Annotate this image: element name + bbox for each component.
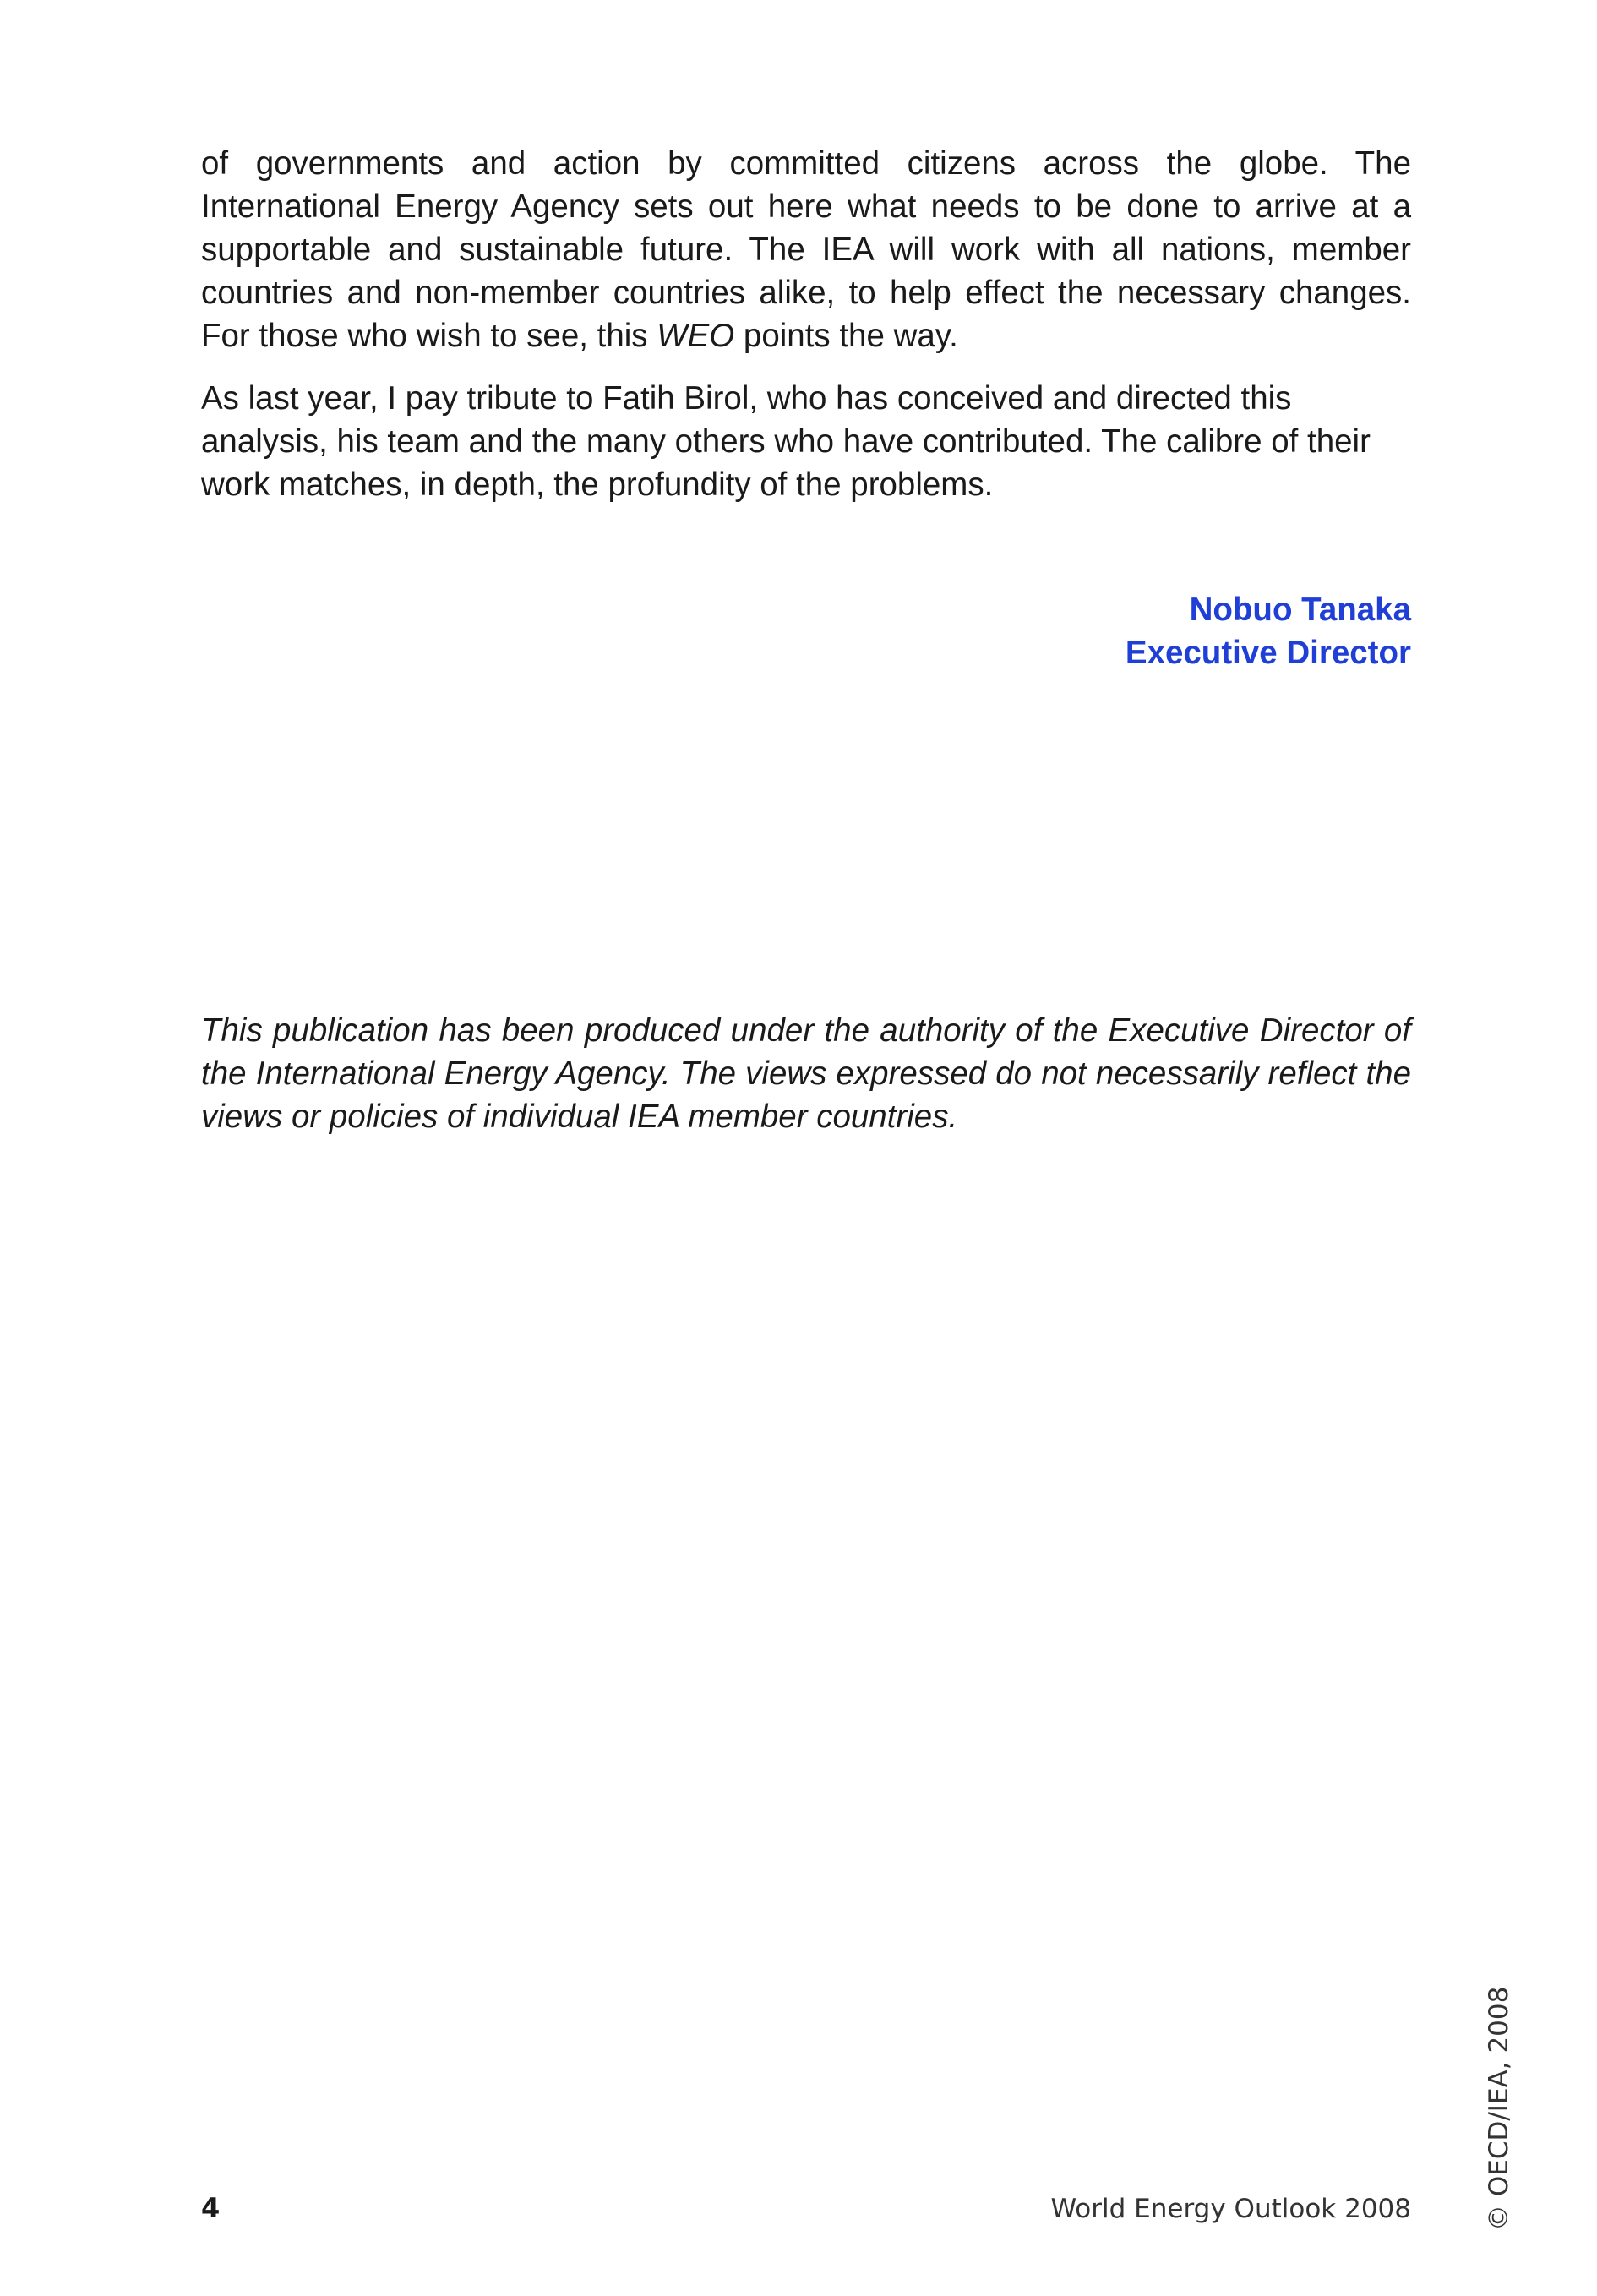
paragraph-1-text-a: of governments and action by committed citizens across the globe. The International Energy Agency sets out here what needs to be done to arrive at a supportable and sustainable future. The IEA will work with all nations, member countries and non-member countries alike, to help effect the necessary changes. For those who wish to see, this [201, 145, 1411, 354]
body-paragraph-1 [201, 142, 1411, 357]
page-number: 4 [201, 2192, 221, 2224]
disclaimer-text: This publication has been produced under the authority of the Executive Director of the International Energy Agency. The views expressed do not necessarily reflect the views or policies of individual IEA member countries. [201, 1012, 1411, 1135]
paragraph-1-text-b: points the way. [734, 318, 958, 354]
paragraph-1-weo-emphasis: WEO [657, 318, 735, 354]
signatory-title: Executive Director [1125, 635, 1411, 671]
signature-block [1126, 588, 1411, 674]
signatory-name: Nobuo Tanaka [1189, 592, 1411, 628]
footer-publication-title: World Energy Outlook 2008 [1050, 2194, 1411, 2224]
body-paragraph-2: As last year, I pay tribute to Fatih Birol, who has conceived and directed this analysis, his team and the many others who have contributed. The calibre of their work matches, in depth, the profundity of the problems. [201, 380, 1371, 503]
copyright-notice: © OECD/IEA, 2008 [1484, 1986, 1514, 2231]
